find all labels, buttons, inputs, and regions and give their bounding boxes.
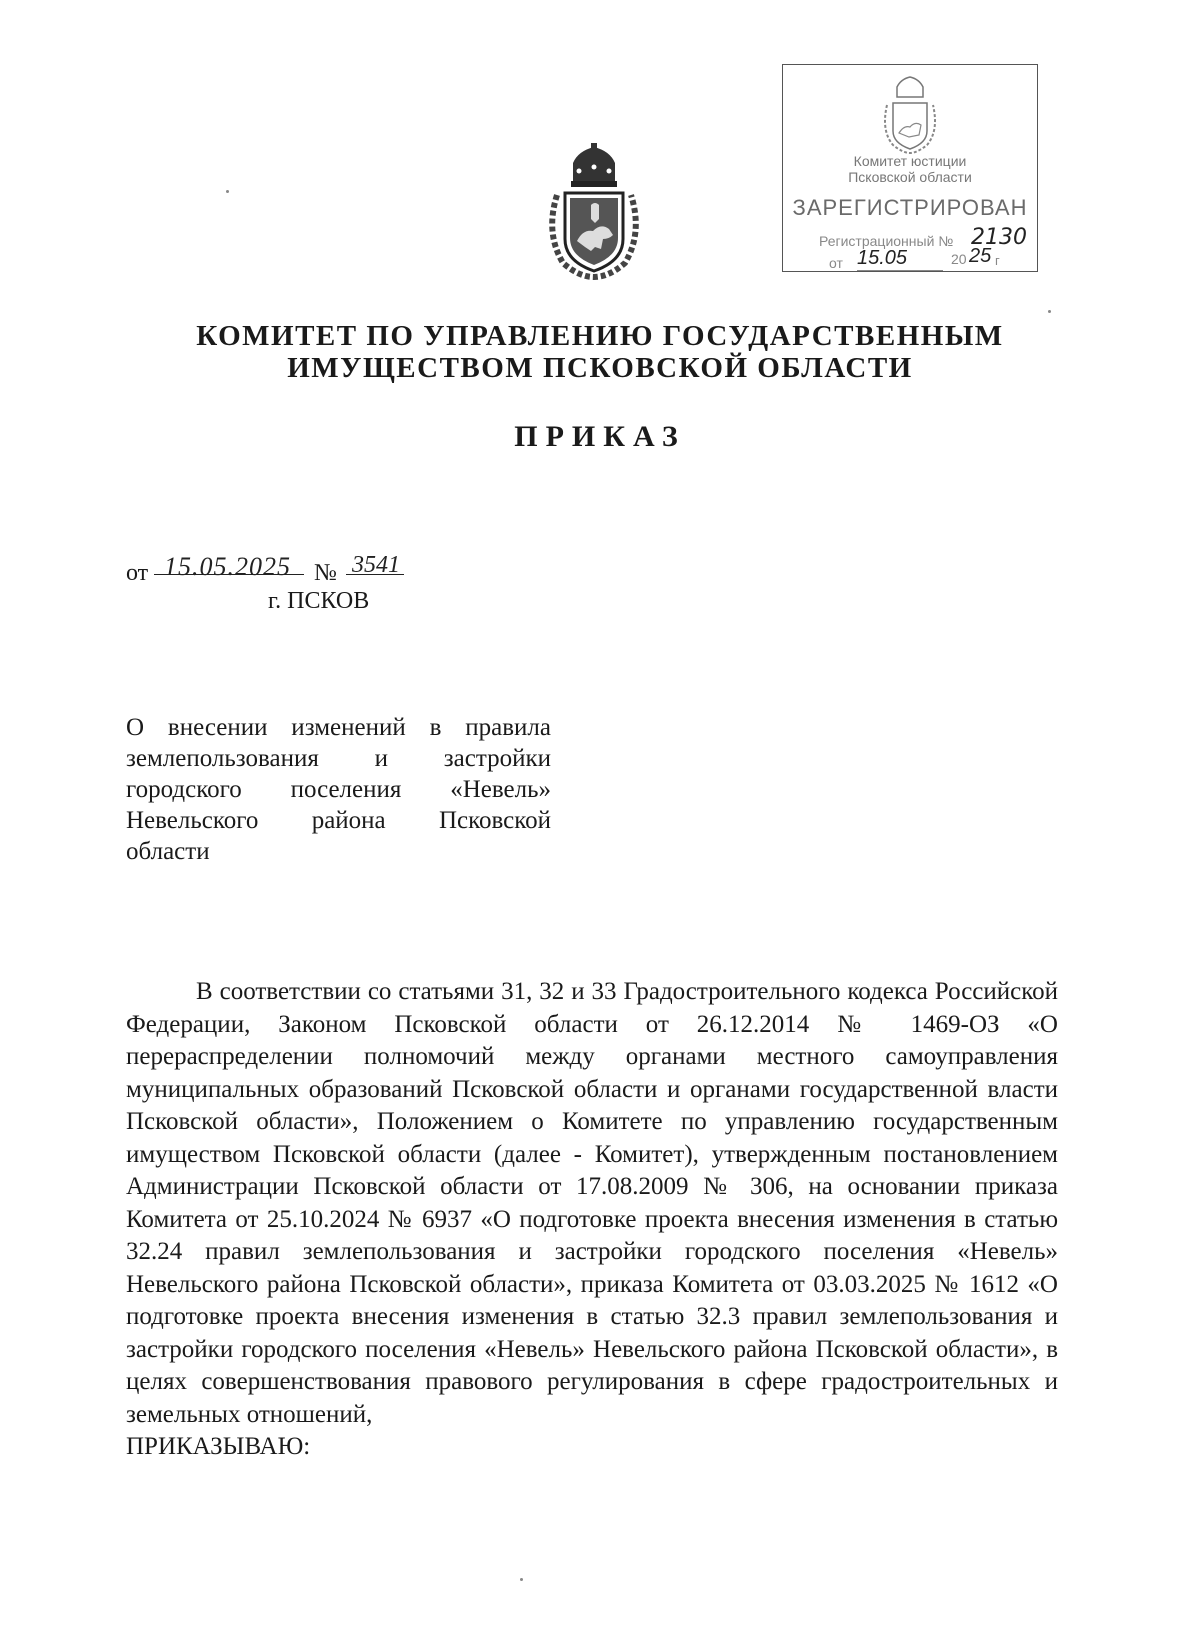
date-label: от bbox=[126, 560, 149, 586]
registration-stamp bbox=[782, 64, 1038, 272]
stamp-date-label: от bbox=[829, 255, 843, 271]
stamp-year: 25 bbox=[969, 245, 992, 267]
stamp-year-suffix: г bbox=[995, 253, 1000, 268]
order-word: ПРИКАЗЫВАЮ: bbox=[126, 1433, 311, 1460]
order-body bbox=[126, 976, 1058, 1464]
order-subject bbox=[126, 712, 551, 867]
scan-speck bbox=[520, 1578, 523, 1581]
subject-line: землепользования и застройки bbox=[126, 745, 551, 772]
order-date: 15.05.2025 bbox=[164, 552, 291, 581]
number-label: № bbox=[314, 560, 337, 586]
stamp-org-line-2: Псковской области bbox=[848, 169, 972, 185]
body-paragraph: В соответствии со статьями 31, 32 и 33 Градостроительного кодекса Российской Федерации, Законом Псковской области от 26.12.2014 № 1469-ОЗ «О перераспределении полномочий между органами местного самоуправления муниципальных образований Псковской области и органами государственной власти Псковской области», Положением о Комитете по управлению государственным имуществом Псковской области (далее - Комитет), утвержденным постановлением Администрации Псковской области от 17.08.2009 № 306, на основании приказа Комитета от 25.10.2024 № 6937 «О подготовке проекта внесения изменения в статью 32.24 правил землепользования и застройки городского поселения «Невель» Невельского района Псковской области», приказа Комитета от 03.03.2025 № 1612 «О подготовке проекта внесения изменения в статью 32.3 правил землепользования и застройки городского поселения «Невель» Невельского района Псковской области», в целях совершенствования правового регулирования в сфере градостроительных и земельных отношений, bbox=[126, 978, 1058, 1428]
pskov-coat-of-arms-icon bbox=[877, 75, 943, 155]
organization-title-line-2: ИМУЩЕСТВОМ ПСКОВСКОЙ ОБЛАСТИ bbox=[287, 352, 913, 384]
pskov-coat-of-arms-icon bbox=[543, 143, 645, 281]
city-label: г. ПСКОВ bbox=[268, 588, 370, 614]
stamp-reg-number-label: Регистрационный № bbox=[819, 233, 954, 249]
subject-line: О внесении изменений в правила bbox=[126, 714, 551, 741]
organization-title-line-1: КОМИТЕТ ПО УПРАВЛЕНИЮ ГОСУДАРСТВЕННЫМ bbox=[196, 320, 1004, 352]
stamp-year-prefix: 20 bbox=[951, 251, 967, 267]
subject-line: городского поселения «Невель» bbox=[126, 776, 551, 803]
scan-speck bbox=[226, 190, 229, 193]
document-type-title: ПРИКАЗ bbox=[514, 420, 686, 453]
scan-speck bbox=[1048, 310, 1051, 313]
subject-line: области bbox=[126, 838, 210, 865]
stamp-date: 15.05 bbox=[857, 247, 943, 271]
subject-line: Невельского района Псковской bbox=[126, 807, 551, 834]
stamp-org-line-1: Комитет юстиции bbox=[853, 153, 967, 169]
stamp-reg-number: 2130 bbox=[971, 225, 1027, 250]
stamp-registered-label: ЗАРЕГИСТРИРОВАН bbox=[792, 195, 1028, 220]
order-number: 3541 bbox=[352, 552, 400, 578]
